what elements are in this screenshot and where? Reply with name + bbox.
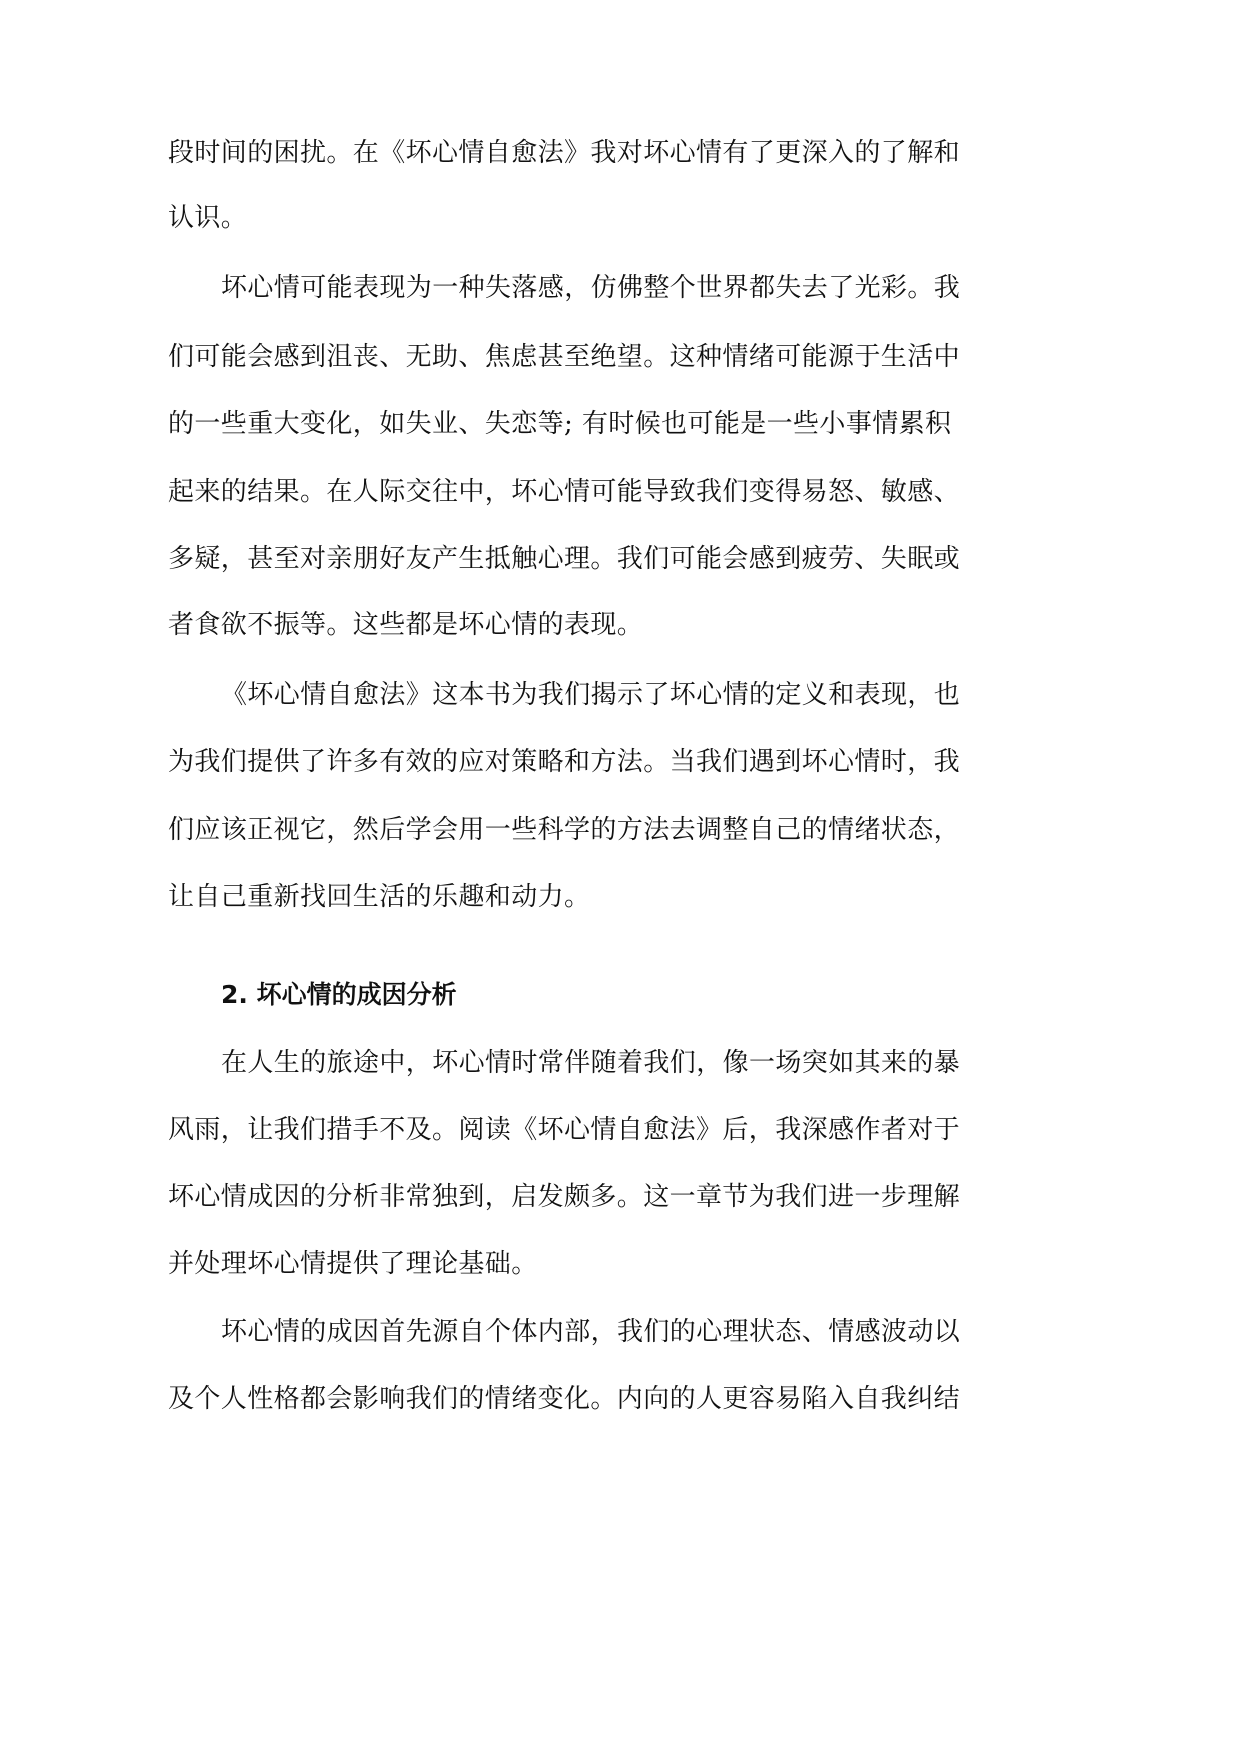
text-line: 坏心情成因的分析非常独到，启发颇多。这一章节为我们进一步理解 xyxy=(168,1182,961,1212)
text-line: 《坏心情自愈法》这本书为我们揭示了坏心情的定义和表现，也 xyxy=(221,680,961,710)
text-line: 的一些重大变化，如失业、失恋等; 有时候也可能是一些小事情累积 xyxy=(168,409,952,439)
text-line: 认识。 xyxy=(168,203,248,233)
text-line: 者食欲不振等。这些都是坏心情的表现。 xyxy=(168,610,644,640)
section-heading: 2. 坏心情的成因分析 xyxy=(221,980,457,1009)
text-line: 坏心情的成因首先源自个体内部，我们的心理状态、情感波动以 xyxy=(221,1317,961,1347)
text-line: 们可能会感到沮丧、无助、焦虑甚至绝望。这种情绪可能源于生活中 xyxy=(168,342,961,372)
text-line: 多疑，甚至对亲朋好友产生抵触心理。我们可能会感到疲劳、失眠或 xyxy=(168,544,961,574)
text-line: 们应该正视它，然后学会用一些科学的方法去调整自己的情绪状态， xyxy=(168,815,961,845)
text-line: 起来的结果。在人际交往中，坏心情可能导致我们变得易怒、敏感、 xyxy=(168,477,961,507)
text-line: 在人生的旅途中，坏心情时常伴随着我们，像一场突如其来的暴 xyxy=(221,1048,961,1078)
text-line: 及个人性格都会影响我们的情绪变化。内向的人更容易陷入自我纠结 xyxy=(168,1384,961,1414)
text-line: 段时间的困扰。在《坏心情自愈法》我对坏心情有了更深入的了解和 xyxy=(168,138,961,168)
text-line: 让自己重新找回生活的乐趣和动力。 xyxy=(168,882,591,912)
text-line: 风雨，让我们措手不及。阅读《坏心情自愈法》后，我深感作者对于 xyxy=(168,1115,961,1145)
text-line: 为我们提供了许多有效的应对策略和方法。当我们遇到坏心情时，我 xyxy=(168,747,961,777)
text-line: 坏心情可能表现为一种失落感，仿佛整个世界都失去了光彩。我 xyxy=(221,273,961,303)
text-line: 并处理坏心情提供了理论基础。 xyxy=(168,1249,538,1279)
